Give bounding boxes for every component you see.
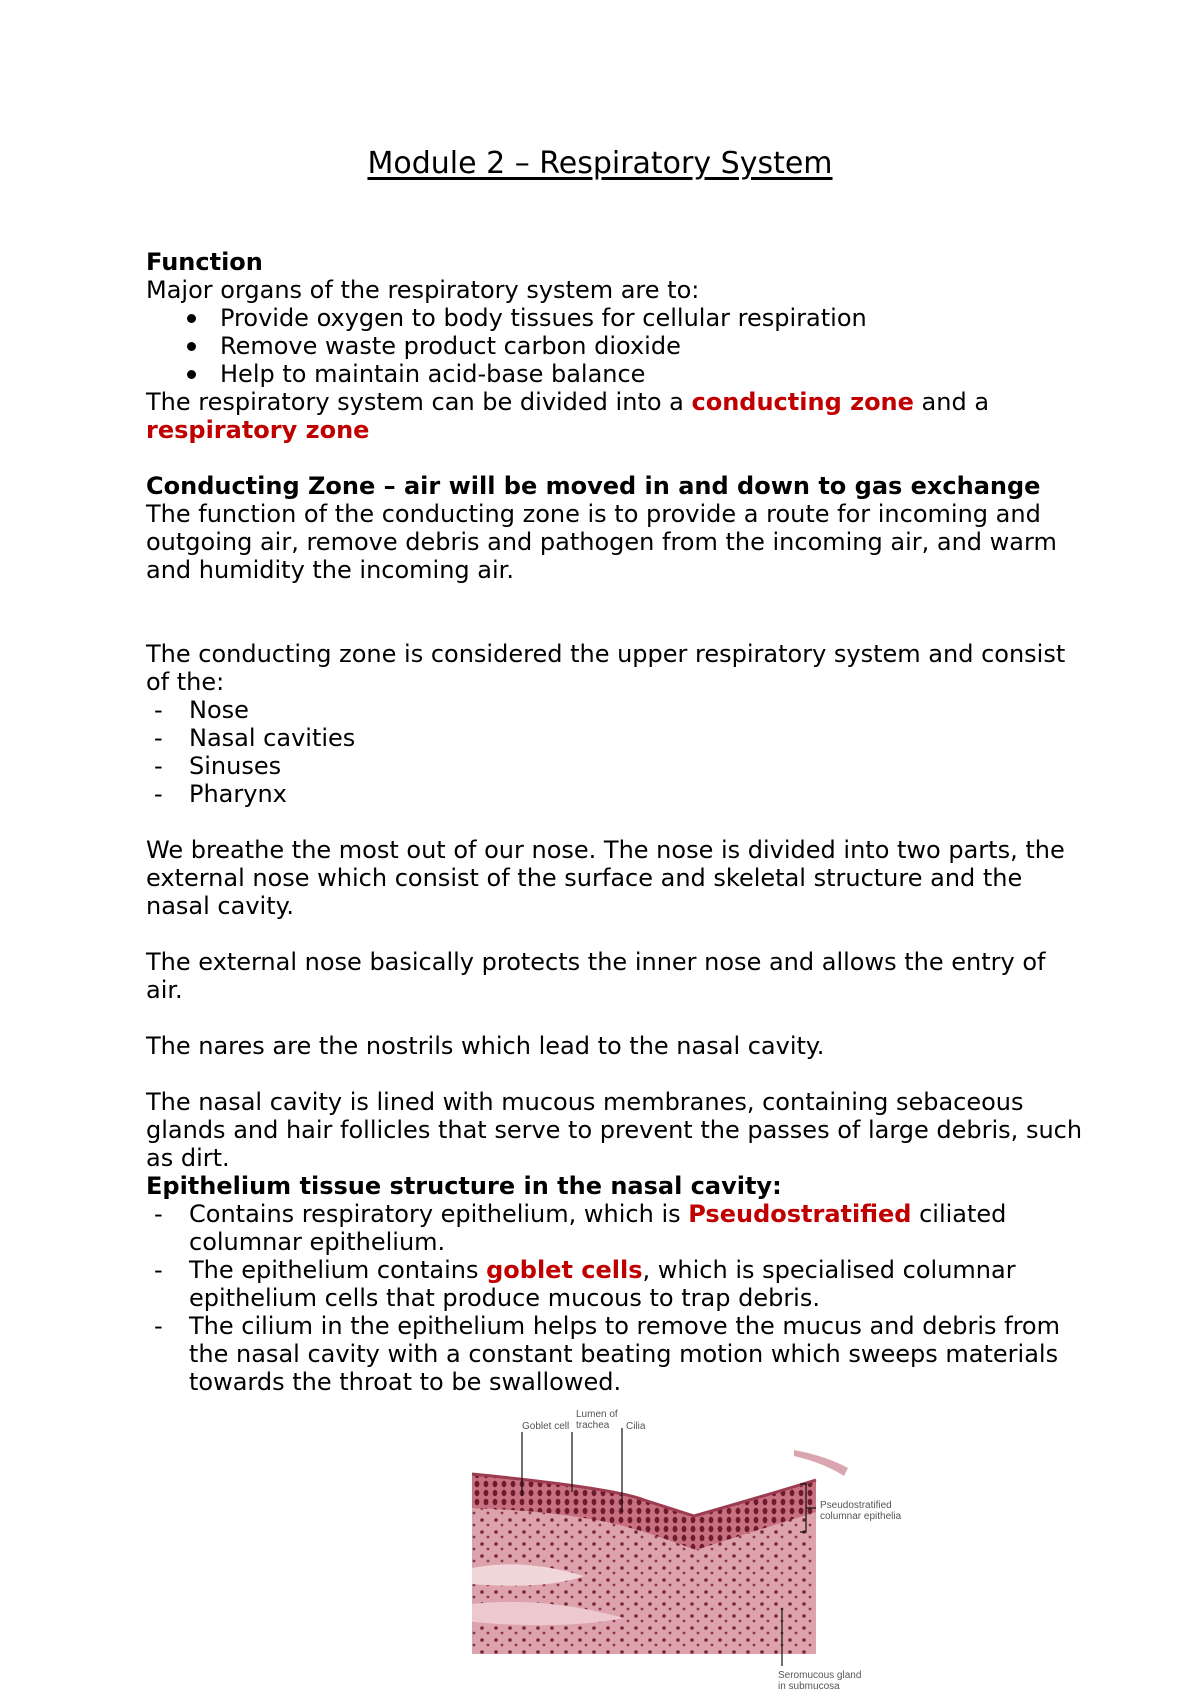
function-intro: Major organs of the respiratory system are to: [146, 276, 700, 304]
goblet-cells-highlight: goblet cells [486, 1256, 643, 1284]
nasal-cavity-paragraph: The nasal cavity is lined with mucous membranes, containing sebaceous glands and hair follicles that serve to prevent the passes of large debris, such as dirt. [146, 1088, 1083, 1172]
epithelium-list-item [146, 1200, 1086, 1256]
epithelium-heading: Epithelium tissue structure in the nasal cavity: [146, 1172, 782, 1200]
label-seromucous-line2: in submucosa [778, 1681, 840, 1692]
pseudostratified-highlight: Pseudostratified [688, 1200, 912, 1228]
label-lumen-line2: trachea [576, 1420, 610, 1431]
label-seromucous-line1: Seromucous gland [778, 1670, 862, 1681]
label-pseudostratified-line2: columnar epithelia [820, 1511, 902, 1522]
label-pseudostratified-line1: Pseudostratified [820, 1500, 892, 1511]
zones-paragraph [146, 388, 1086, 444]
epithelium-micrograph [464, 1408, 974, 1698]
epithelium-item-text: Contains respiratory epithelium, which is [189, 1200, 689, 1228]
conducting-zone-part-item: - Nose [146, 696, 1086, 724]
nares-paragraph: The nares are the nostrils which lead to the nasal cavity. [146, 1032, 825, 1060]
epithelium-micrograph-figure [464, 1408, 974, 1698]
document-body [146, 248, 1086, 1396]
zones-text-1: The respiratory system can be divided into a [146, 388, 692, 416]
epithelium-list-item: - The cilium in the epithelium helps to remove the mucus and debris from the nasal cavity with a constant beating motion which sweeps materials towards the throat to be swallowed. [146, 1312, 1086, 1396]
conducting-zone-parts-intro: The conducting zone is considered the upper respiratory system and consist of the: [146, 640, 1066, 696]
label-cilia: Cilia [626, 1421, 646, 1432]
page-title-text: Module 2 – Respiratory System [367, 146, 833, 181]
nose-paragraph: We breathe the most out of our nose. The nose is divided into two parts, the external nose which consist of the surface and skeletal structure and the nasal cavity. [146, 836, 1065, 920]
epithelium-list-item [146, 1256, 1086, 1312]
function-heading: Function [146, 248, 263, 276]
respiratory-zone-highlight: respiratory zone [146, 416, 370, 444]
function-bullet-item: Help to maintain acid-base balance [146, 360, 1086, 388]
conducting-zone-part-item: - Pharynx [146, 780, 1086, 808]
epithelium-item-text: , which is specialised columnar epithelium cells that produce mucous to trap debris. [189, 1256, 1016, 1312]
zones-text-2: and a [913, 388, 990, 416]
function-bullet-item: Remove waste product carbon dioxide [146, 332, 1086, 360]
conducting-zone-part-item: - Nasal cavities [146, 724, 1086, 752]
label-goblet-cell: Goblet cell [522, 1421, 570, 1432]
function-bullet-item: Provide oxygen to body tissues for cellular respiration [146, 304, 1086, 332]
page-title [0, 144, 1200, 184]
external-nose-paragraph: The external nose basically protects the inner nose and allows the entry of air. [146, 948, 1046, 1004]
epithelium-item-text: The epithelium contains [189, 1256, 487, 1284]
conducting-zone-function-paragraph: The function of the conducting zone is to provide a route for incoming and outgoing air, remove debris and pathogen from the incoming air, and warm and humidity the incoming air. [146, 500, 1057, 584]
epithelium-item-text: ciliated columnar epithelium. [189, 1200, 1007, 1256]
label-lumen-line1: Lumen of [576, 1409, 618, 1420]
function-bullet-list [146, 304, 1086, 388]
lumen-tissue-fragment [794, 1450, 848, 1476]
epithelium-list [146, 1200, 1086, 1396]
conducting-zone-highlight: conducting zone [691, 388, 914, 416]
conducting-zone-heading: Conducting Zone – air will be moved in and down to gas exchange [146, 472, 1041, 500]
conducting-zone-parts-list [146, 696, 1086, 808]
conducting-zone-part-item: - Sinuses [146, 752, 1086, 780]
